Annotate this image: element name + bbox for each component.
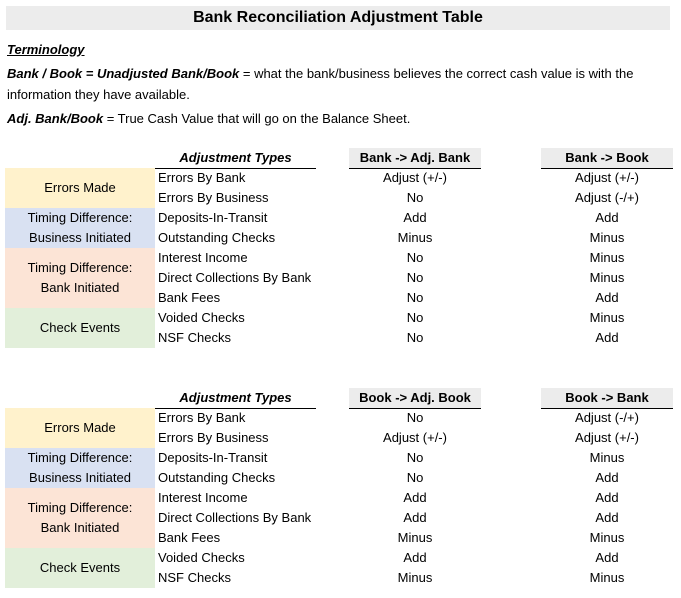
row-label: Interest Income [158, 250, 248, 265]
row-label: Interest Income [158, 490, 248, 505]
terminology-term-adj: Adj. Bank/Book [7, 111, 104, 126]
category-label: Timing Difference: [27, 210, 133, 225]
row-value-col2: Adjust (+/-) [575, 170, 639, 185]
row-label: NSF Checks [158, 330, 231, 345]
row-value-col2: Minus [589, 270, 625, 285]
category-timing-business [5, 208, 155, 248]
category-label: Bank Initiated [40, 520, 120, 535]
row-value-col1: No [406, 470, 424, 485]
category-errors-made [5, 408, 155, 448]
row-value-col2: Minus [589, 450, 625, 465]
row-value-col2: Add [595, 330, 619, 345]
row-label: Errors By Bank [158, 410, 246, 425]
category-label: Business Initiated [29, 230, 131, 245]
row-value-col2: Adjust (+/-) [575, 430, 639, 445]
row-value-col1: Add [403, 510, 427, 525]
row-value-col2: Adjust (-/+) [575, 190, 639, 205]
category-timing-bank [5, 248, 155, 308]
row-value-col1: Add [403, 490, 427, 505]
row-label: Errors By Business [158, 190, 269, 205]
category-label: Timing Difference: [27, 260, 133, 275]
row-label: Deposits-In-Transit [158, 210, 268, 225]
row-value-col1: Add [403, 550, 427, 565]
row-label: Deposits-In-Transit [158, 450, 268, 465]
row-label: Direct Collections By Bank [158, 270, 312, 285]
terminology-term-bank-book: Bank / Book = Unadjusted Bank/Book [7, 66, 240, 81]
header-bank-to-book: Bank -> Book [541, 148, 673, 169]
category-label: Timing Difference: [27, 500, 133, 515]
category-errors-made [5, 168, 155, 208]
category-label: Bank Initiated [40, 280, 120, 295]
category-timing-business [5, 448, 155, 488]
category-check-events [5, 548, 155, 588]
header-book-to-adj-book: Book -> Adj. Book [349, 388, 481, 409]
row-value-col2: Add [595, 550, 619, 565]
row-label: Errors By Business [158, 430, 269, 445]
row-label: Bank Fees [158, 530, 221, 545]
terminology-def-bank-book: = what the bank/business believes the correct cash value is with the [239, 66, 634, 81]
terminology-line-2: information they have available. [7, 87, 190, 102]
row-label: NSF Checks [158, 570, 231, 585]
row-label: Errors By Bank [158, 170, 246, 185]
category-label: Check Events [39, 560, 121, 575]
row-value-col1: No [406, 290, 424, 305]
row-value-col2: Minus [589, 530, 625, 545]
row-label: Bank Fees [158, 290, 221, 305]
category-label: Timing Difference: [27, 450, 133, 465]
category-label: Business Initiated [29, 470, 131, 485]
row-label: Direct Collections By Bank [158, 510, 312, 525]
row-value-col2: Minus [589, 230, 625, 245]
row-value-col2: Add [595, 210, 619, 225]
row-value-col1: Adjust (+/-) [383, 430, 447, 445]
row-value-col2: Add [595, 470, 619, 485]
terminology-line-1 [7, 66, 633, 81]
row-value-col2: Add [595, 510, 619, 525]
header-adjustment-types: Adjustment Types [155, 388, 316, 409]
header-book-to-bank: Book -> Bank [541, 388, 673, 409]
category-label: Errors Made [44, 180, 116, 195]
row-value-col1: No [406, 310, 424, 325]
adjustment-table-book [0, 388, 681, 588]
row-value-col2: Add [595, 490, 619, 505]
page-title: Bank Reconciliation Adjustment Table [6, 6, 670, 30]
row-value-col1: Minus [397, 570, 433, 585]
row-value-col2: Minus [589, 570, 625, 585]
category-label: Check Events [39, 320, 121, 335]
row-value-col2: Minus [589, 250, 625, 265]
terminology-line-3 [7, 111, 410, 126]
row-value-col1: No [406, 450, 424, 465]
row-value-col1: No [406, 270, 424, 285]
row-label: Voided Checks [158, 310, 245, 325]
adjustment-table-bank [0, 148, 681, 348]
header-adjustment-types: Adjustment Types [155, 148, 316, 169]
row-label: Outstanding Checks [158, 230, 276, 245]
row-value-col1: Minus [397, 530, 433, 545]
terminology-def-adj: = True Cash Value that will go on the Balance Sheet. [103, 111, 411, 126]
row-value-col1: No [406, 330, 424, 345]
row-value-col1: Minus [397, 230, 433, 245]
row-value-col1: No [406, 190, 424, 205]
row-value-col1: No [406, 250, 424, 265]
row-value-col2: Add [595, 290, 619, 305]
row-label: Voided Checks [158, 550, 245, 565]
row-value-col1: Adjust (+/-) [383, 170, 447, 185]
header-bank-to-adj-bank: Bank -> Adj. Bank [349, 148, 481, 169]
row-value-col2: Adjust (-/+) [575, 410, 639, 425]
category-label: Errors Made [44, 420, 116, 435]
row-label: Outstanding Checks [158, 470, 276, 485]
row-value-col1: Add [403, 210, 427, 225]
row-value-col1: No [406, 410, 424, 425]
category-timing-bank [5, 488, 155, 548]
category-check-events [5, 308, 155, 348]
row-value-col2: Minus [589, 310, 625, 325]
terminology-heading: Terminology [7, 42, 85, 57]
